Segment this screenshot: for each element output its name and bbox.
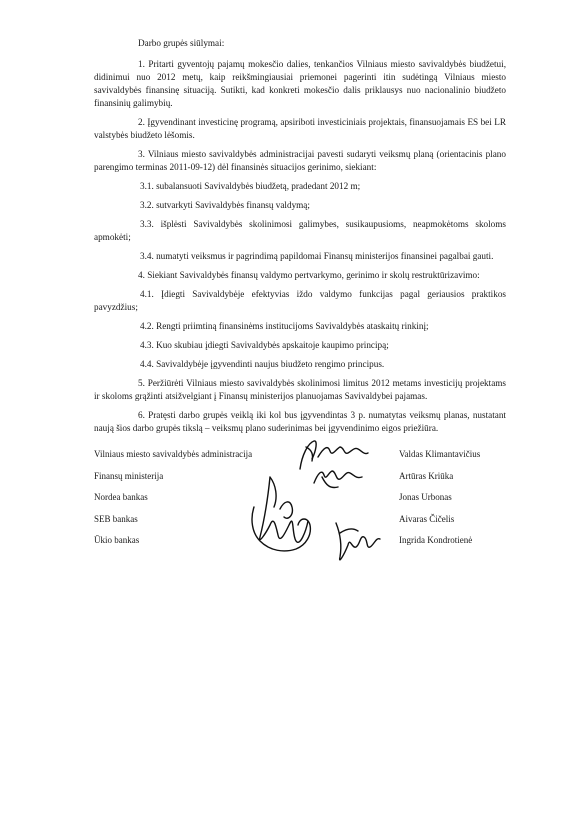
- signatory-org: Vilniaus miesto savivaldybės administracija: [94, 449, 253, 459]
- item-5: 5. Peržiūrėti Vilniaus miesto savivaldybės skolinimosi limitus 2012 metams investicijų projektams ir skoloms grąžinti atsižvelgiant į Finansų ministerijos planuojamas Savivaldybei pajamas.: [94, 378, 506, 401]
- signatory-name: Jonas Urbonas: [399, 492, 452, 502]
- signatory-name: Ingrida Kondrotienė: [399, 535, 473, 545]
- item-4: 4. Siekiant Savivaldybės finansų valdymo pertvarkymo, gerinimo ir skolų restruktūrizavimo:: [138, 270, 480, 280]
- document-body: [94, 37, 506, 441]
- item-4-1: 4.1. Įdiegti Savivaldybėje efektyvias iždo valdymo funkcijas pagal geriausios praktikos pavyzdžius;: [94, 289, 506, 312]
- signatory-name: Artūras Kriūka: [399, 470, 454, 481]
- item-2: 2. Įgyvendinant investicinę programą, apsiriboti investiciniais projektais, finansuojamais ES bei LR valstybės biudžeto lėšomis.: [94, 117, 506, 140]
- item-3-4: 3.4. numatyti veiksmus ir pagrindimą papildomai Finansų ministerijos finansinei pagalbai gauti.: [140, 251, 494, 261]
- signatory-org: Finansų ministerija: [94, 470, 164, 481]
- section-heading: Darbo grupės siūlymai:: [138, 38, 225, 48]
- item-4-3: 4.3. Kuo skubiau įdiegti Savivaldybės apskaitoje kaupimo principą;: [140, 340, 389, 350]
- item-3-1: 3.1. subalansuoti Savivaldybės biudžetą, pradedant 2012 m;: [140, 181, 361, 191]
- signatory-org: SEB bankas: [94, 513, 138, 524]
- item-1: 1. Pritarti gyventojų pajamų mokesčio dalies, tenkančios Vilniaus miesto savivaldybės biudžetui, didinimui nuo 2012 metų, kaip reikšmingiausiai priemonei pagerinti itin sudėtingą Vilniaus miesto savivaldybės finansinę situaciją. Sutikti, kad konkreti mokesčio dalis priklausys nuo nacionalinio biudžeto finansinių galimybių.: [94, 59, 506, 108]
- signatory-name: Valdas Klimantavičius: [399, 449, 481, 459]
- signatory-org: Ūkio bankas: [94, 535, 140, 545]
- handwritten-signatures: [240, 437, 385, 577]
- item-4-4: 4.4. Savivaldybėje įgyvendinti naujus biudžeto rengimo principus.: [140, 359, 385, 369]
- item-3-2: 3.2. sutvarkyti Savivaldybės finansų valdymą;: [140, 200, 310, 210]
- signatory-org: Nordea bankas: [94, 492, 148, 502]
- item-6: 6. Pratęsti darbo grupės veiklą iki kol bus įgyvendintas 3 p. numatytas veiksmų planas, nustatant naują šios darbo grupės tikslą – veiksmų plano suderinimas bei įgyvendinimo eigos priežiūra.: [94, 410, 506, 433]
- item-3-3: 3.3. išplėsti Savivaldybės skolinimosi galimybes, susikaupusioms, neapmokėtoms skoloms apmokėti;: [94, 219, 506, 242]
- signatory-name: Aivaras Čičelis: [399, 513, 455, 524]
- item-4-2: 4.2. Rengti priimtiną finansinėms institucijoms Savivaldybės ataskaitų rinkinį;: [140, 321, 429, 331]
- item-3: 3. Vilniaus miesto savivaldybės administracijai pavesti sudaryti veiksmų planą (orientacinis plano parengimo terminas 2011-09-12) dėl finansinės situacijos gerinimo, siekiant:: [94, 149, 506, 172]
